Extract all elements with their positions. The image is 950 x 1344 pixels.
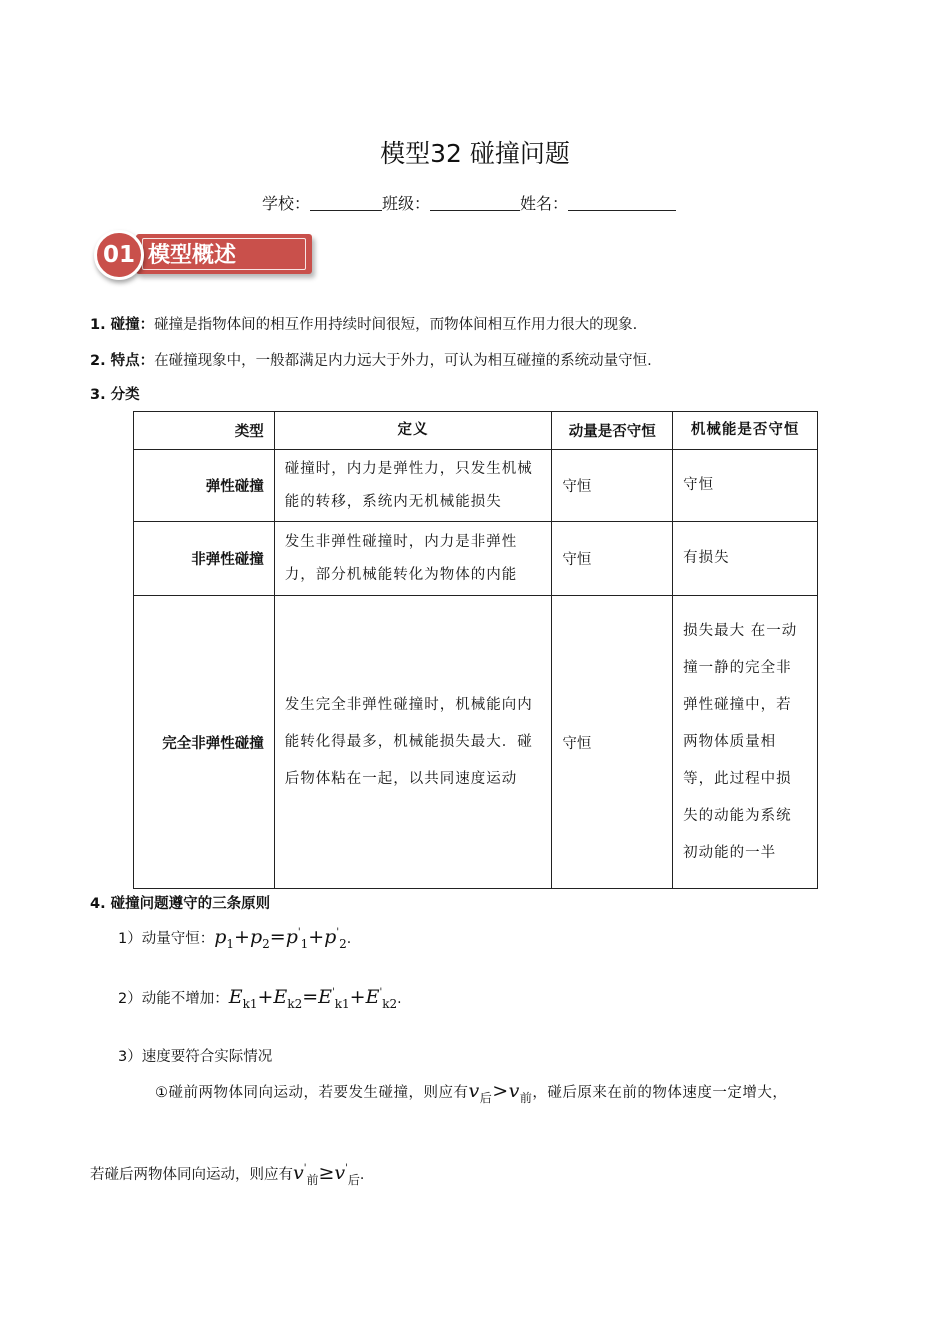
- rule-energy-label: 2）动能不增加：: [118, 991, 229, 1007]
- cell-energy: 守恒: [673, 450, 818, 522]
- cell-type: 非弹性碰撞: [134, 522, 275, 596]
- name-label: 姓名：: [520, 194, 569, 213]
- feature-text: 在碰撞现象中，一般都满足内力远大于外力，可认为相互碰撞的系统动量守恒.: [154, 353, 652, 369]
- feature-paragraph: [90, 349, 652, 370]
- school-label: 学校：: [262, 194, 311, 213]
- energy-equation: $E_{k1}+E_{k2}=E'_{k1}+E'_{k2}$: [228, 986, 398, 1011]
- definition-label: 1. 碰撞：: [90, 317, 155, 333]
- collision-type-table: [133, 411, 818, 889]
- badge-number: 01: [94, 230, 144, 280]
- cell-definition: 发生完全非弹性碰撞时，机械能向内能转化得最多，机械能损失最大．碰后物体粘在一起，以共同速度运动: [274, 596, 552, 889]
- definition-text: 碰撞是指物体间的相互作用持续时间很短，而物体间相互作用力很大的现象.: [154, 317, 638, 333]
- header-type: 类型: [134, 412, 275, 450]
- student-info-line: [262, 191, 676, 214]
- class-blank[interactable]: [430, 196, 520, 211]
- school-blank[interactable]: [310, 196, 382, 211]
- rule-momentum: 1）动量守恒：$p_1+p_2=p'_1+p'_2$.: [118, 926, 352, 951]
- header-definition: 定义: [274, 412, 552, 450]
- momentum-equation: $p_1+p_2=p'_1+p'_2$: [214, 926, 347, 951]
- rule-velocity-case-1-cont: 若碰后两物体同向运动，则应有$v'_前\ge v'_后$.: [90, 1162, 365, 1187]
- cell-definition: 碰撞时，内力是弹性力，只发生机械能的转移，系统内无机械能损失: [274, 450, 552, 522]
- cell-energy: 有损失: [673, 522, 818, 596]
- classification-heading: 3. 分类: [90, 387, 140, 403]
- velocity-condition-before: $v_后>v_前$: [468, 1080, 533, 1105]
- header-momentum: 动量是否守恒: [552, 412, 673, 450]
- cell-type: 弹性碰撞: [134, 450, 275, 522]
- header-energy: 机械能是否守恒: [673, 412, 818, 450]
- badge-title: 模型概述: [148, 243, 237, 268]
- rule-momentum-label: 1）动量守恒：: [118, 931, 215, 947]
- rule-velocity: 3）速度要符合实际情况: [118, 1049, 273, 1065]
- name-blank[interactable]: [568, 196, 676, 211]
- cell-momentum: 守恒: [552, 596, 673, 889]
- cell-type: 完全非弹性碰撞: [134, 596, 275, 889]
- velocity-condition-after: $v'_前\ge v'_后$: [293, 1162, 360, 1187]
- feature-label: 2. 特点：: [90, 353, 155, 369]
- table-row: [134, 596, 818, 889]
- cell-energy: 损失最大 在一动撞一静的完全非弹性碰撞中，若两物体质量相等，此过程中损失的动能为系统初动能的一半: [673, 596, 818, 889]
- table-row: [134, 522, 818, 596]
- cell-momentum: 守恒: [552, 522, 673, 596]
- rule-velocity-case-1: ①碰前两物体同向运动，若要发生碰撞，则应有$v_后>v_前$，碰后原来在前的物体速度一定增大，: [155, 1080, 788, 1105]
- section-badge: [92, 228, 316, 280]
- table-row: [134, 450, 818, 522]
- class-label: 班级：: [382, 194, 431, 213]
- table-header-row: [134, 412, 818, 450]
- cell-definition: 发生非弹性碰撞时，内力是非弹性力，部分机械能转化为物体的内能: [274, 522, 552, 596]
- principles-heading: 4. 碰撞问题遵守的三条原则: [90, 896, 271, 912]
- cell-momentum: 守恒: [552, 450, 673, 522]
- definition-paragraph: [90, 313, 637, 334]
- rule-energy: 2）动能不增加：$E_{k1}+E_{k2}=E'_{k1}+E'_{k2}$.: [118, 986, 402, 1011]
- page-title: 模型32 碰撞问题: [380, 139, 570, 168]
